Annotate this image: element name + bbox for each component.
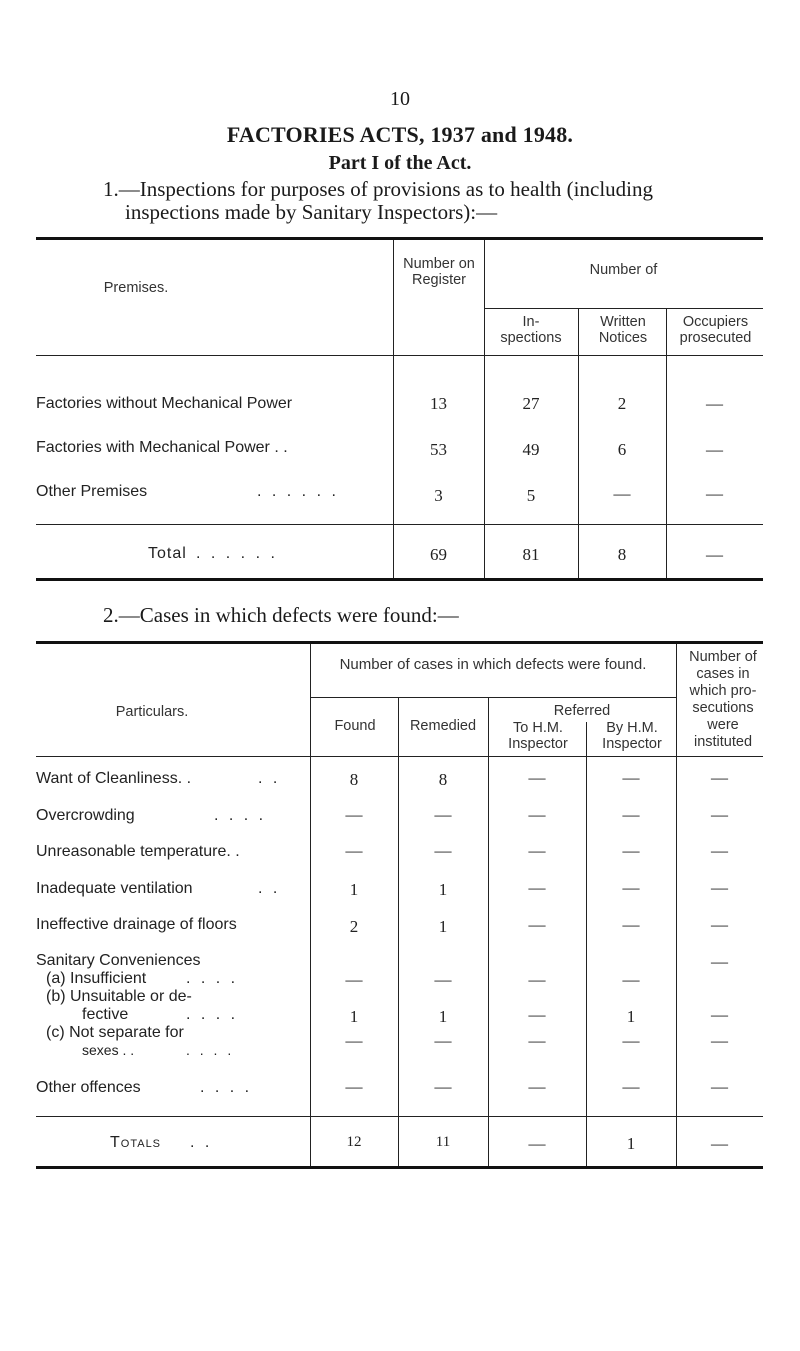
table2-row-label: Unreasonable temperature. .	[36, 843, 240, 860]
table2-leader-dots: . . . .	[186, 970, 239, 987]
found-header: Found	[334, 718, 376, 734]
table2-found-cell: —	[345, 805, 363, 824]
table2-remedied-cell: —	[434, 805, 452, 824]
table2-to-cell: —	[528, 805, 546, 824]
number-on-register-header: Number on Register	[403, 256, 475, 288]
table2-by-cell: —	[622, 915, 640, 934]
table2-pros-cell: —	[711, 915, 728, 934]
table2-top-rule	[36, 641, 763, 644]
table2-to-cell: —	[528, 970, 546, 989]
table1-row-label: Other Premises	[36, 483, 148, 500]
table2-pros-cell: —	[711, 878, 728, 897]
table2-to-cell: —	[528, 915, 546, 934]
table2-leader-dots: . .	[258, 770, 281, 787]
table1-prosecuted-cell: —	[706, 484, 723, 503]
table1-hline	[36, 524, 763, 525]
premises-header: Premises.	[103, 280, 169, 296]
table2-found-cell: —	[345, 1031, 363, 1050]
table2-by-cell: —	[622, 970, 640, 989]
table2-found-cell: —	[345, 970, 363, 989]
table2-by-cell: —	[622, 1077, 640, 1096]
table1-leader-dots: . . . . . .	[196, 545, 278, 562]
table2-leader-dots: . .	[258, 880, 281, 897]
table2-remedied-cell: —	[434, 1031, 452, 1050]
table2-found-cell: —	[345, 841, 363, 860]
to-hm-inspector-header: To H.M. Inspector	[508, 720, 568, 752]
table1-prosecuted-cell: —	[706, 440, 723, 459]
section1-heading-line2: inspections made by Sanitary Inspectors):—	[125, 200, 498, 224]
table2-to-cell: —	[528, 1005, 546, 1024]
table2-by-cell: —	[622, 1031, 640, 1050]
table2-found-cell: 8	[349, 770, 359, 789]
page-number: 10	[390, 88, 410, 110]
number-of-header: Number of	[589, 262, 658, 278]
table1-bottom-rule	[36, 578, 763, 581]
table2-to-cell: —	[528, 1077, 546, 1096]
table1-top-rule	[36, 237, 763, 240]
table2-pros-cell: —	[711, 1031, 728, 1050]
table2-pros-cell: —	[711, 952, 728, 971]
table1-notices-cell: —	[613, 484, 631, 503]
table2-remedied-cell: 1	[438, 917, 448, 936]
table2-to-cell: —	[528, 768, 546, 787]
table2-total-pros: —	[711, 1134, 728, 1153]
table2-total-found: 12	[346, 1134, 362, 1150]
table1-hline	[484, 308, 763, 309]
table2-remedied-cell: —	[434, 1077, 452, 1096]
sanitary-a-label: (a) Insufficient	[46, 970, 147, 987]
table1-inspections-cell: 5	[526, 486, 536, 505]
table2-remedied-cell: 1	[438, 1007, 448, 1026]
table2-found-cell: 2	[349, 917, 359, 936]
table2-by-cell: —	[622, 878, 640, 897]
table1-inspections-cell: 27	[522, 394, 540, 413]
table1-total-prosecuted: —	[706, 545, 723, 564]
page-subtitle: Part I of the Act.	[328, 152, 472, 174]
table1-notices-cell: 6	[617, 440, 627, 459]
table2-found-cell: —	[345, 1077, 363, 1096]
table2-remedied-cell: 8	[438, 770, 448, 789]
table1-register-cell: 3	[434, 486, 443, 505]
table1-register-cell: 13	[430, 394, 447, 413]
table2-to-cell: —	[528, 1031, 546, 1050]
section1-heading	[103, 178, 763, 224]
sanitary-c-label-cont: sexes . .	[82, 1042, 135, 1058]
section2-heading: 2.—Cases in which defects were found:—	[103, 603, 459, 627]
table2-bottom-rule	[36, 1166, 763, 1169]
table2-to-cell: —	[528, 841, 546, 860]
sanitary-b-label-cont: fective	[82, 1006, 129, 1023]
table2-remedied-cell: —	[434, 841, 452, 860]
table2-leader-dots: . . . .	[200, 1079, 253, 1096]
table1-leader-dots: . . . . . .	[257, 483, 339, 500]
table2-remedied-cell: —	[434, 970, 452, 989]
sanitary-b-label: (b) Unsuitable or de-	[46, 988, 192, 1005]
table2-by-cell: —	[622, 841, 640, 860]
table1-row-label: Factories with Mechanical Power . .	[36, 439, 288, 456]
particulars-header: Particulars.	[115, 704, 189, 720]
inspections-header: In-spections	[500, 314, 562, 346]
table2-leader-dots: . .	[190, 1134, 213, 1151]
table1-register-cell: 53	[430, 440, 447, 459]
table2-pros-cell: —	[711, 1005, 728, 1024]
table2-remedied-cell: 1	[438, 880, 448, 899]
table2-total-by: 1	[626, 1134, 636, 1153]
table1-total-notices: 8	[617, 545, 627, 564]
prosecutions-header: Number of cases in which pro-secutions were instituted	[689, 649, 757, 750]
table2-row-label: Inadequate ventilation	[36, 880, 193, 897]
table1-notices-cell: 2	[617, 394, 627, 413]
referred-header: Referred	[553, 703, 611, 719]
table1-inspections-cell: 49	[522, 440, 540, 459]
table1-total-label: Total	[148, 545, 187, 562]
table2-leader-dots: . . . .	[186, 1006, 239, 1023]
table2-by-cell: 1	[626, 1007, 636, 1026]
table2-row-label: Ineffective drainage of floors	[36, 916, 237, 933]
sanitary-c-label: (c) Not separate for	[46, 1024, 184, 1041]
table2-hline	[36, 756, 763, 757]
table2-pros-cell: —	[711, 1077, 728, 1096]
table1-hline	[36, 355, 763, 356]
occupiers-prosecuted-header: Occupiers prosecuted	[679, 314, 752, 346]
table2-leader-dots: . . . .	[214, 807, 267, 824]
other-offences-label: Other offences	[36, 1079, 141, 1096]
table2-vline	[586, 722, 587, 1166]
page-title: FACTORIES ACTS, 1937 and 1948.	[226, 122, 574, 147]
remedied-header: Remedied	[409, 718, 477, 734]
table1-total-inspections: 81	[522, 545, 540, 564]
table2-hline	[36, 1116, 763, 1117]
sanitary-conveniences-label: Sanitary Conveniences	[36, 952, 201, 969]
table1-prosecuted-cell: —	[706, 394, 723, 413]
table2-to-cell: —	[528, 878, 546, 897]
table1-total-register: 69	[430, 545, 447, 564]
table2-pros-cell: —	[711, 841, 728, 860]
table2-total-remedied: 11	[435, 1134, 451, 1150]
table2-row-label: Overcrowding	[36, 807, 135, 824]
table2-found-cell: 1	[349, 880, 359, 899]
number-of-cases-header: Number of cases in which defects were found.	[339, 656, 647, 673]
table2-hline	[310, 697, 676, 698]
table2-found-cell: 1	[349, 1007, 359, 1026]
section1-heading-line1: 1.—Inspections for purposes of provisions as to health (including	[103, 177, 653, 201]
table2-by-cell: —	[622, 805, 640, 824]
table2-pros-cell: —	[711, 768, 728, 787]
table2-leader-dots: . . . .	[186, 1042, 235, 1058]
by-hm-inspector-header: By H.M. Inspector	[602, 720, 662, 752]
written-notices-header: Written Notices	[598, 314, 648, 346]
table2-total-to: —	[528, 1134, 546, 1153]
table2-pros-cell: —	[711, 805, 728, 824]
table2-row-label: Want of Cleanliness. .	[36, 770, 192, 787]
table2-by-cell: —	[622, 768, 640, 787]
table2-totals-label: Totals	[110, 1134, 162, 1151]
table1-row-label: Factories without Mechanical Power	[36, 395, 293, 412]
